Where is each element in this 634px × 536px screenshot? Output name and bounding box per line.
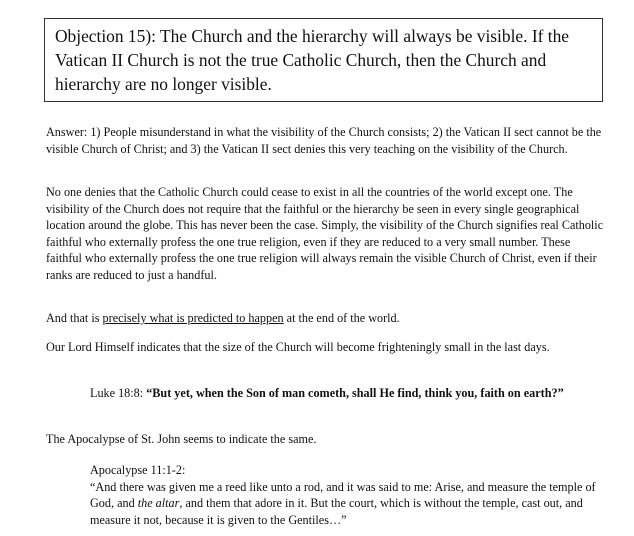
- our-lord-paragraph: [46, 339, 606, 356]
- prediction-text-after: at the end of the world.: [283, 311, 400, 325]
- answer-text: Answer: 1) People misunderstand in what the visibility of the Church consists; 2) the Vatican II sect cannot be the visible Church of Christ; and 3) the Vatican II sect denies this very teaching on the visibility of the Church.: [46, 125, 602, 156]
- luke-reference: Luke 18:8:: [90, 386, 147, 400]
- prediction-underlined-text: precisely what is predicted to happen: [102, 311, 284, 325]
- apocalypse-quote-text-before: “And there was given me a reed like unto a rod, and it was said to me: Arise, and measure the temple of God, and: [90, 479, 596, 511]
- objection-text: Objection 15): The Church and the hierarchy will always be visible. If the Vatican II Church is not the true Catholic Church, then the Church and hierarchy are no longer visible.: [55, 26, 570, 94]
- our-lord-text: Our Lord Himself indicates that the size of the Church will become frighteningly small in the last days.: [46, 340, 550, 354]
- apocalypse-text: The Apocalypse of St. John seems to indicate the same.: [46, 432, 317, 446]
- apocalypse-quote-text-after: , and them that adore in it. But the court, which is without the temple, cast out, and measure it not, because it is given to the Gentiles…”: [90, 496, 583, 527]
- luke-quote: [90, 385, 570, 402]
- luke-quote-text: “But yet, when the Son of man cometh, shall He find, think you, faith on earth?”: [146, 386, 564, 400]
- prediction-paragraph: [46, 310, 606, 327]
- apocalypse-paragraph: [46, 431, 606, 448]
- visibility-paragraph: [46, 184, 606, 284]
- answer-paragraph: [46, 124, 606, 157]
- apocalypse-quote-italic: the altar: [137, 496, 180, 511]
- visibility-text: No one denies that the Catholic Church could cease to exist in all the countries of the world except one. The visibility of the Church does not require that the faithful or the hierarchy be seen in every single geographical location around the globe. This has never been the case. Simply, the visibility of the Church signifies real Catholic faithful who externally profess the one true religion, even if they are reduced to a very small number. These faithful who externally profess the one true religion will always remain the visible Church of Christ, even if their ranks are reduced to just a handful.: [46, 185, 604, 282]
- objection-box: [44, 18, 603, 102]
- apocalypse-quote: [90, 462, 600, 528]
- prediction-text-before: And that is: [46, 311, 103, 325]
- apocalypse-reference: Apocalypse 11:1-2:: [90, 463, 186, 477]
